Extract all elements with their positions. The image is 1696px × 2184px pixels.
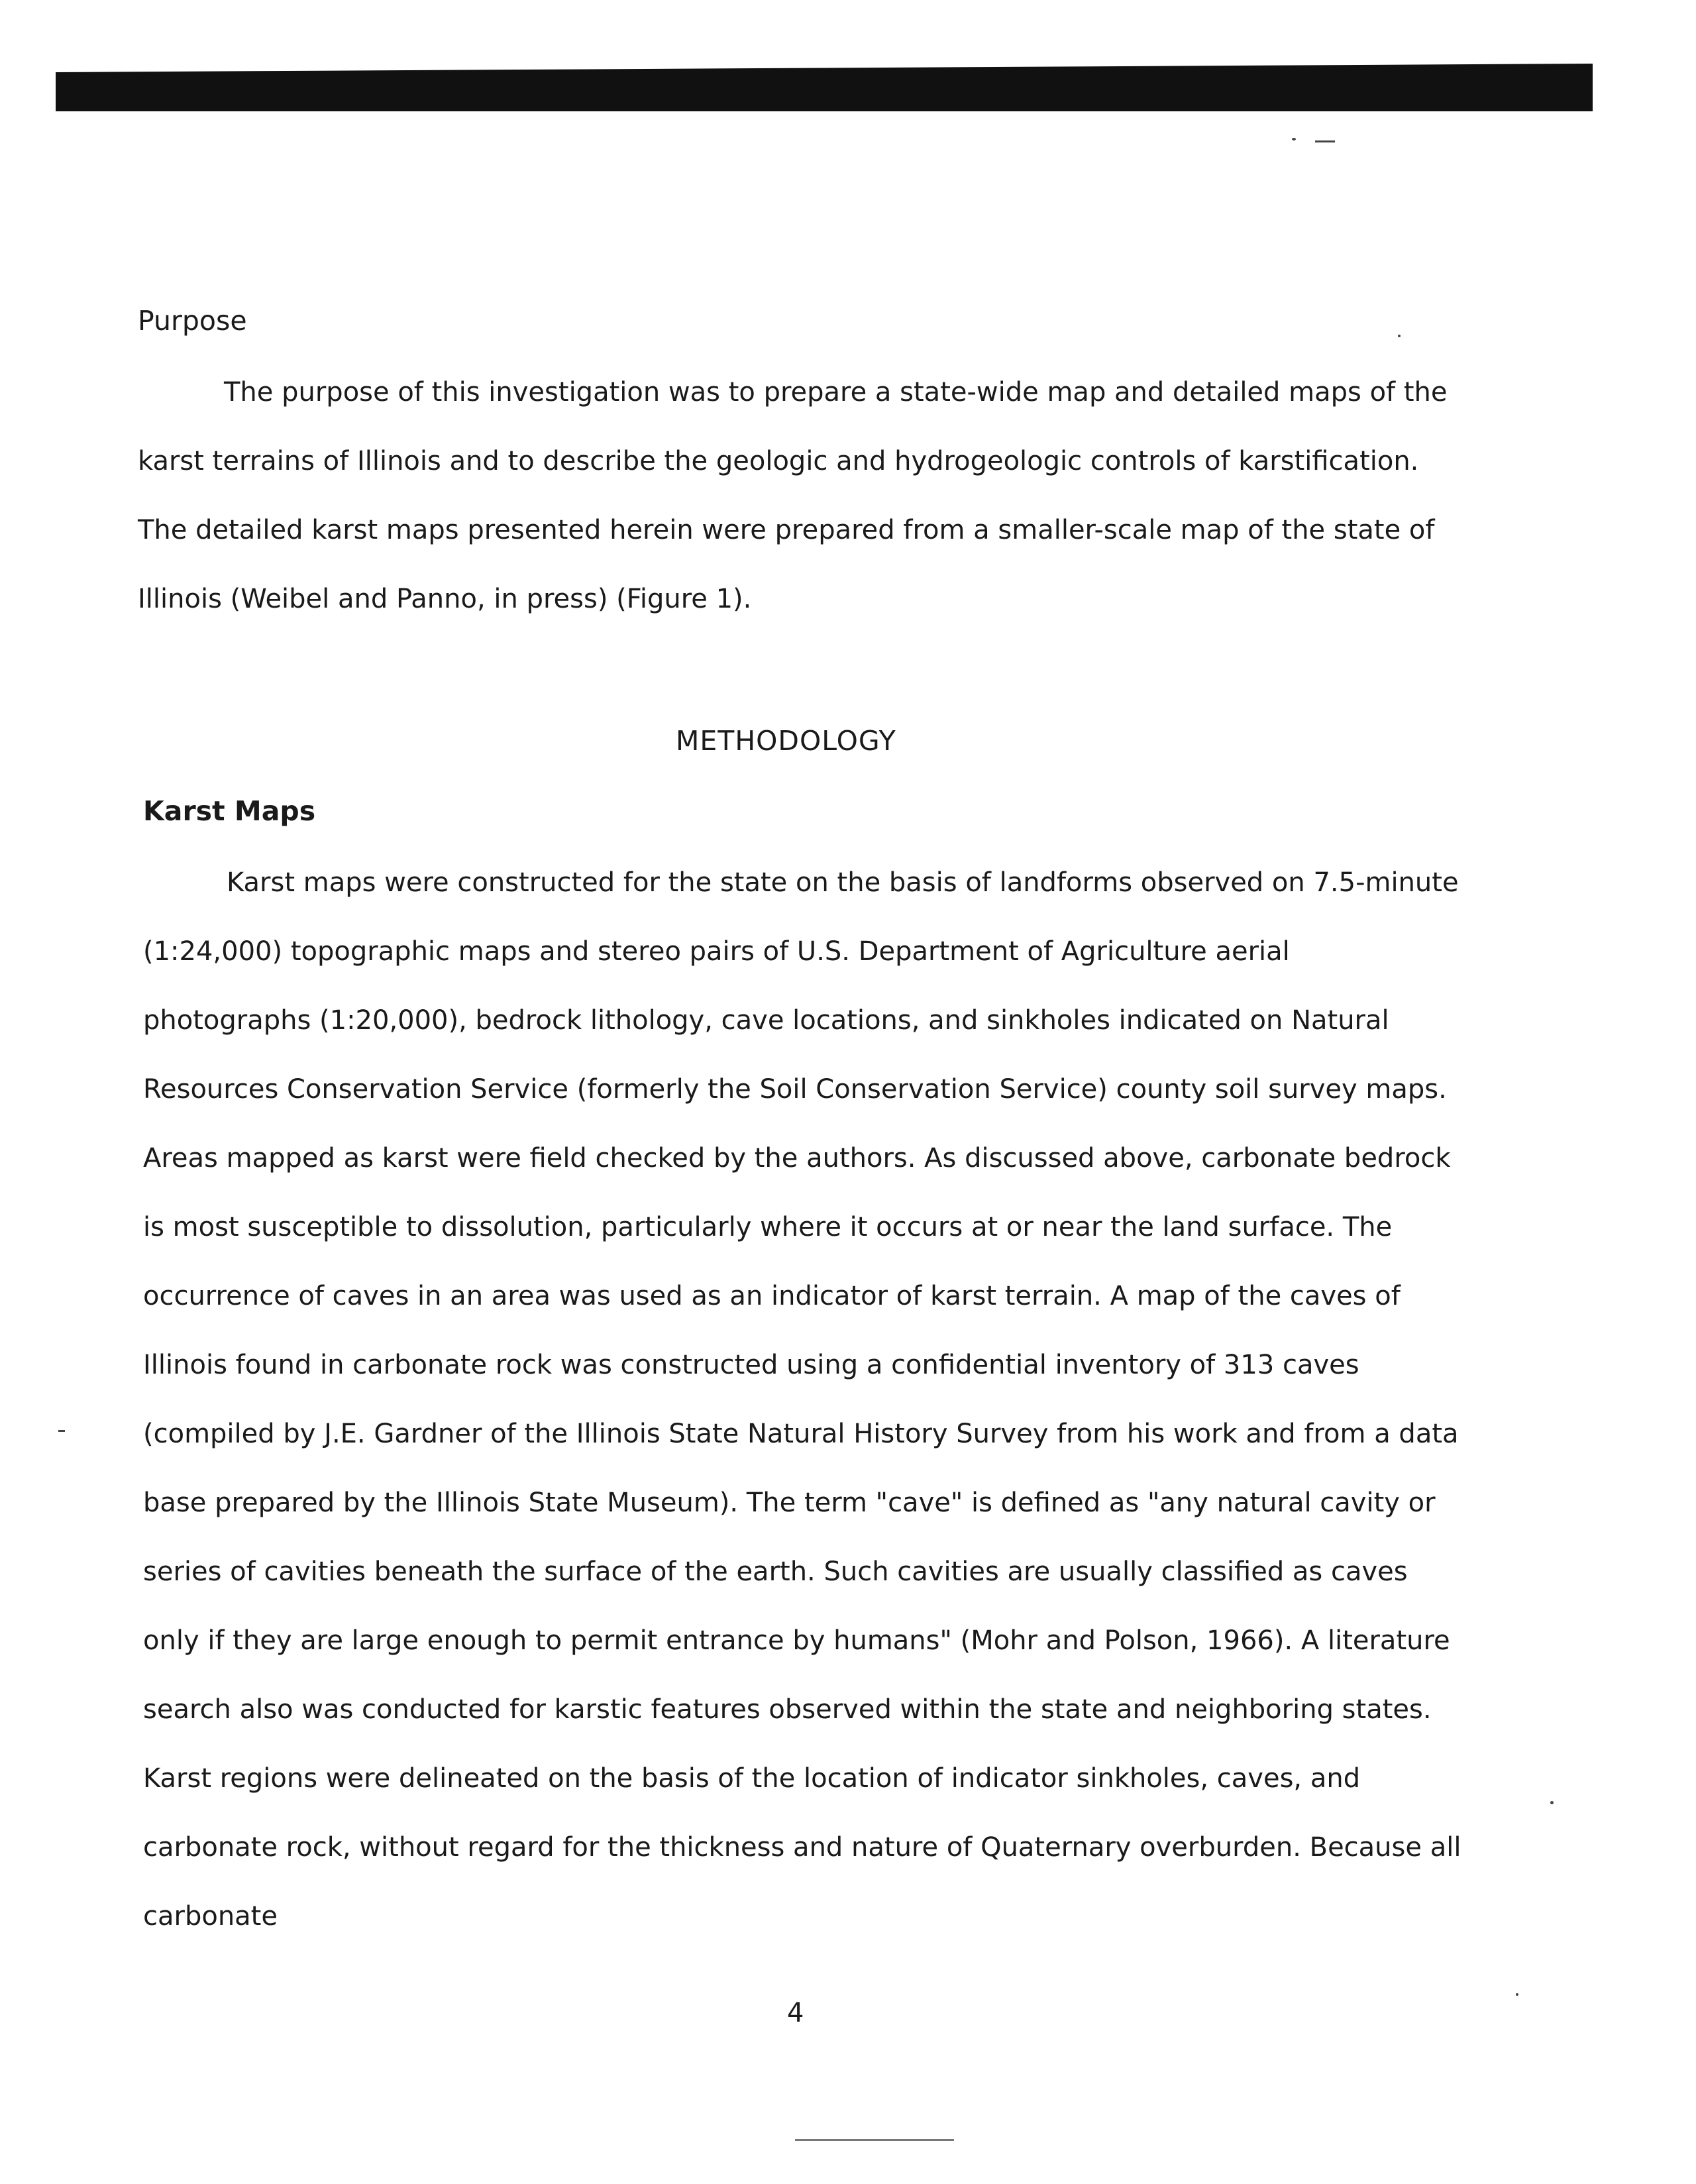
scan-noise — [1550, 1801, 1554, 1804]
section-heading-purpose: Purpose — [138, 305, 247, 337]
scan-noise — [1315, 140, 1335, 142]
scan-noise — [1516, 1993, 1518, 1996]
scan-border-line — [795, 2139, 954, 2141]
page-number: 4 — [787, 1998, 804, 2028]
purpose-paragraph: The purpose of this investigation was to prepare a state-wide map and detailed maps of the karst terrains of Illinois and to describe the geologic and hydrogeologic controls of karstification. The detailed karst maps presented herein were prepared from a smaller-scale map of the state of Illinois (Weibel and Panno, in press) (Figure 1). — [138, 377, 1448, 614]
scan-noise — [58, 1430, 65, 1432]
scan-border-bar — [56, 64, 1593, 111]
scan-noise — [1292, 138, 1296, 140]
subsection-heading-karst-maps: Karst Maps — [143, 795, 316, 827]
karst-maps-paragraph: Karst maps were constructed for the state on the basis of landforms observed on 7.5-minute (1:24,000) topographic maps and stereo pairs of U.S. Department of Agriculture aerial photographs (1:20,000), bedrock lithology, cave locations, and sinkholes indicated on Natural Resources Conservation Service (formerly the Soil Conservation Service) county soil survey maps. Areas mapped as karst were field checked by the authors. As discussed above, carbonate bedrock is most susceptible to dissolution, particularly where it occurs at or near the land surface. The occurrence of caves in an area was used as an indicator of karst terrain. A map of the caves of Illinois found in carbonate rock was constructed using a confidential inventory of 313 caves (compiled by J.E. Gardner of the Illinois State Natural History Survey from his work and from a data base prepared by the Illinois State Museum). The term "cave" is defined as "any natural cavity or series of cavities beneath the surface of the earth. Such cavities are usually classified as caves only if they are large enough to permit entrance by humans" (Mohr and Polson, 1966). A literature search also was conducted for karstic features observed within the state and neighboring states. Karst regions were delineated on the basis of the location of indicator sinkholes, caves, and carbonate rock, without regard for the thickness and nature of Quaternary overburden. Because all carbonate — [143, 867, 1461, 1932]
section-heading-methodology: METHODOLOGY — [676, 725, 896, 757]
scan-noise — [1398, 335, 1401, 337]
